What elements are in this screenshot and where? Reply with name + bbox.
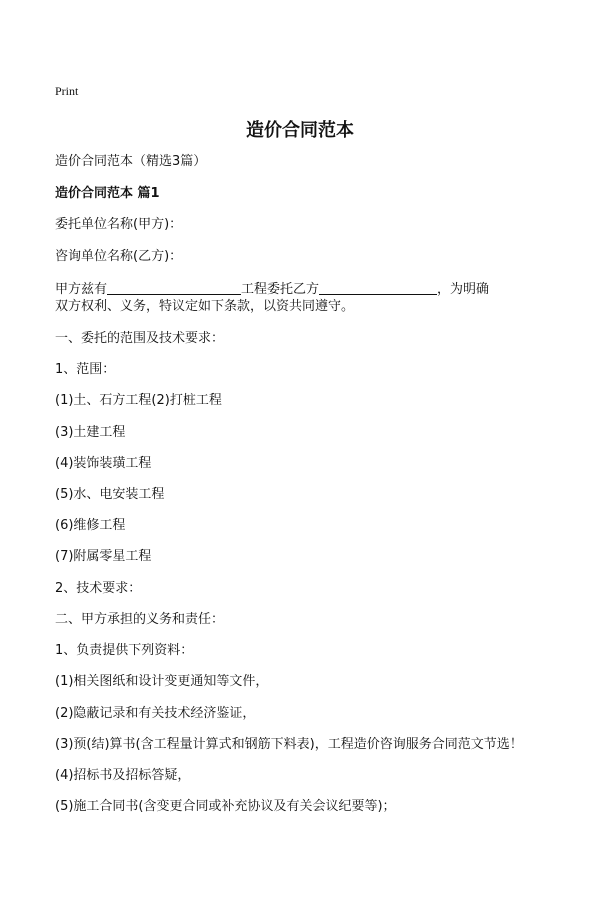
clause-line: (2)隐蔽记录和有关技术经济鉴证， bbox=[55, 706, 256, 721]
intro-text-3: ，为明确 bbox=[437, 282, 490, 297]
intro-line-2: 双方权利、义务，特议定如下条款，以资共同遵守。 bbox=[55, 299, 355, 314]
party-a-line: 委托单位名称(甲方)： bbox=[55, 217, 183, 232]
document-title: 造价合同范本 bbox=[246, 120, 354, 141]
clause-line: (4)招标书及招标答疑， bbox=[55, 768, 191, 783]
intro-text-2: 工程委托乙方 bbox=[241, 282, 320, 297]
clause-line: (1)土、石方工程(2)打桩工程 bbox=[55, 393, 222, 408]
party-b-line: 咨询单位名称(乙方)： bbox=[55, 249, 183, 264]
clause-line: 1、范围： bbox=[55, 362, 116, 377]
intro-text-1: 甲方兹有 bbox=[55, 282, 108, 297]
blank-content bbox=[319, 280, 437, 295]
clause-line: 1、负责提供下列资料： bbox=[55, 643, 194, 658]
clause-line: (7)附属零星工程 bbox=[55, 549, 152, 564]
clause-line: (6)维修工程 bbox=[55, 518, 126, 533]
clause-line: 2、技术要求： bbox=[55, 581, 142, 596]
blank-project-name bbox=[107, 280, 241, 295]
document-subtitle: 造价合同范本（精选3篇） bbox=[55, 154, 207, 169]
clause-line: (1)相关图纸和设计变更通知等文件， bbox=[55, 674, 269, 689]
clause-line: (5)施工合同书(含变更合同或补充协议及有关会议纪要等)； bbox=[55, 799, 396, 814]
clause-line: (4)装饰装璜工程 bbox=[55, 456, 152, 471]
intro-line bbox=[55, 280, 545, 299]
clause-line: (3)预(结)算书(含工程量计算式和钢筋下料表)，工程造价咨询服务合同范文节选！ bbox=[55, 737, 523, 752]
section-heading: 造价合同范本 篇1 bbox=[55, 186, 160, 201]
clause-line: (3)土建工程 bbox=[55, 425, 126, 440]
clause-line: 二、甲方承担的义务和责任： bbox=[55, 612, 225, 627]
clause-line: 一、委托的范围及技术要求： bbox=[55, 331, 225, 346]
print-label: Print bbox=[55, 84, 79, 98]
clause-line: (5)水、电安装工程 bbox=[55, 487, 165, 502]
